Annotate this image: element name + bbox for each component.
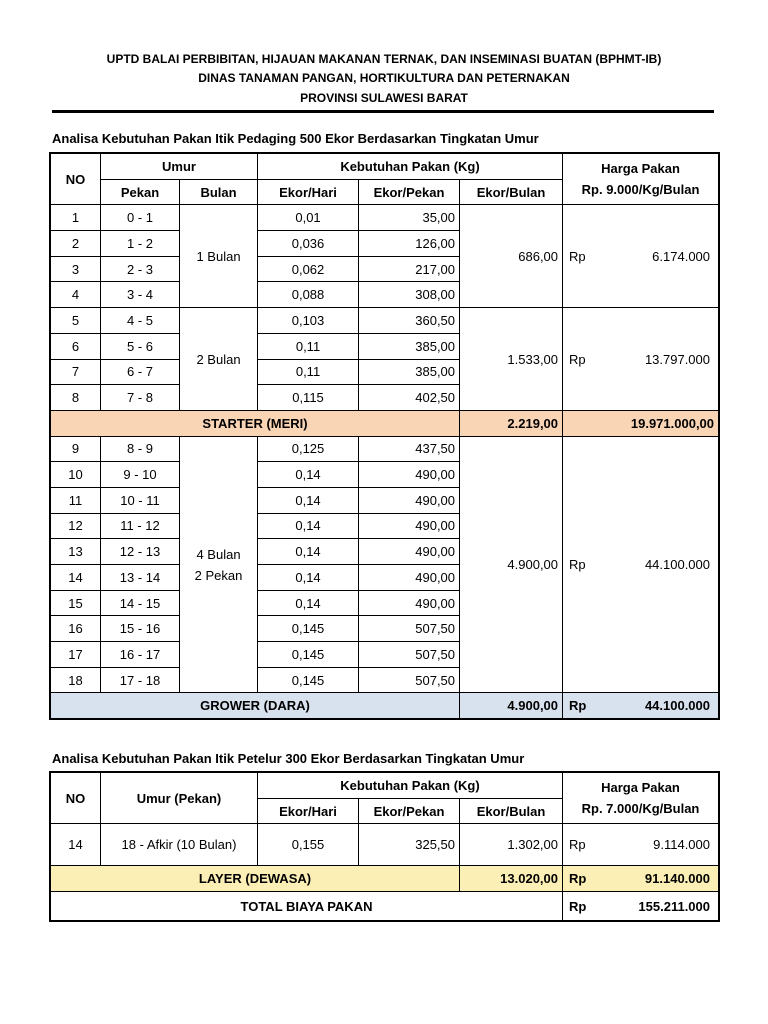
cell-ekor-bulan: 1.302,00: [460, 824, 563, 866]
cell-ekor-pekan: 325,50: [359, 824, 460, 866]
cell-ekor-hari: 0,14: [258, 513, 359, 539]
cell-ekor-hari: 0,01: [258, 205, 359, 231]
cell-ekor-hari: 0,062: [258, 256, 359, 282]
table1-header-row: [51, 154, 719, 180]
cell-ekor-pekan: 490,00: [359, 487, 460, 513]
cell-ekor-hari: 0,145: [258, 642, 359, 668]
cell-no: 13: [51, 539, 101, 565]
cell-ekor-hari: 0,14: [258, 539, 359, 565]
cell-no: 6: [51, 333, 101, 359]
cell-no: 7: [51, 359, 101, 385]
table-pedaging: [50, 153, 719, 719]
header-divider: [52, 110, 714, 113]
cell-bulan: 2 Bulan: [180, 308, 258, 411]
cell-pekan: 16 - 17: [101, 642, 180, 668]
cell-no: 14: [51, 824, 101, 866]
cell-ekor-pekan: 507,50: [359, 642, 460, 668]
cell-pekan: 9 - 10: [101, 462, 180, 488]
cell-harga: Rp 9.114.000: [563, 824, 719, 866]
header-line-3: PROVINSI SULAWESI BARAT: [300, 91, 468, 105]
cell-ekor-pekan: 490,00: [359, 513, 460, 539]
cell-no: 9: [51, 436, 101, 462]
table-petelur: [50, 772, 719, 921]
cell-ekor-pekan: 126,00: [359, 231, 460, 257]
cell-pekan: 0 - 1: [101, 205, 180, 231]
cell-ekor-pekan: 437,50: [359, 436, 460, 462]
starter-harga: 19.971.000,00: [563, 410, 719, 436]
table1-title: Analisa Kebutuhan Pakan Itik Pedaging 500 Ekor Berdasarkan Tingkatan Umur: [52, 131, 539, 146]
layer-harga: Rp 91.140.000: [563, 866, 719, 892]
cell-ekor-hari: 0,115: [258, 385, 359, 411]
col-harga: Harga Pakan Rp. 9.000/Kg/Bulan: [563, 154, 719, 205]
cell-ekor-hari: 0,125: [258, 436, 359, 462]
cell-umur: 18 - Afkir (10 Bulan): [101, 824, 258, 866]
cell-no: 5: [51, 308, 101, 334]
cell-ekor-pekan: 217,00: [359, 256, 460, 282]
cell-ekor-pekan: 507,50: [359, 616, 460, 642]
cell-no: 1: [51, 205, 101, 231]
cell-pekan: 3 - 4: [101, 282, 180, 308]
cell-ekor-pekan: 35,00: [359, 205, 460, 231]
cell-ekor-hari: 0,155: [258, 824, 359, 866]
cell-no: 17: [51, 642, 101, 668]
layer-label: LAYER (DEWASA): [51, 866, 460, 892]
header-line-1: UPTD BALAI PERBIBITAN, HIJAUAN MAKANAN TERNAK, DAN INSEMINASI BUATAN (BPHMT-IB): [106, 52, 662, 66]
col-umur-pekan: Umur (Pekan): [101, 773, 258, 824]
grower-label: GROWER (DARA): [51, 693, 460, 719]
cell-no: 4: [51, 282, 101, 308]
cell-ekor-pekan: 490,00: [359, 462, 460, 488]
cell-bulan: 4 Bulan 2 Pekan: [180, 436, 258, 693]
col-ekor-pekan: Ekor/Pekan: [359, 179, 460, 205]
cell-ekor-pekan: 308,00: [359, 282, 460, 308]
cell-pekan: 15 - 16: [101, 616, 180, 642]
cell-no: 11: [51, 487, 101, 513]
cell-pekan: 1 - 2: [101, 231, 180, 257]
cell-pekan: 10 - 11: [101, 487, 180, 513]
cell-no: 18: [51, 667, 101, 693]
cell-pekan: 8 - 9: [101, 436, 180, 462]
cell-pekan: 12 - 13: [101, 539, 180, 565]
cell-harga: Rp 44.100.000: [563, 436, 719, 693]
cell-pekan: 17 - 18: [101, 667, 180, 693]
cell-ekor-hari: 0,088: [258, 282, 359, 308]
total-label: TOTAL BIAYA PAKAN: [51, 892, 563, 921]
col-kebutuhan: Kebutuhan Pakan (Kg): [258, 773, 563, 799]
cell-ekor-bulan: 686,00: [460, 205, 563, 308]
cell-pekan: 13 - 14: [101, 565, 180, 591]
starter-label: STARTER (MERI): [51, 410, 460, 436]
header-line-2: DINAS TANAMAN PANGAN, HORTIKULTURA DAN PETERNAKAN: [198, 71, 570, 85]
cell-pekan: 4 - 5: [101, 308, 180, 334]
col-pekan: Pekan: [101, 179, 180, 205]
cell-ekor-pekan: 507,50: [359, 667, 460, 693]
cell-no: 2: [51, 231, 101, 257]
grower-summary-row: [51, 693, 719, 719]
total-row: [51, 892, 719, 921]
table-row: [51, 436, 719, 462]
table2-title: Analisa Kebutuhan Pakan Itik Petelur 300 Ekor Berdasarkan Tingkatan Umur: [52, 751, 525, 766]
table-row: [51, 205, 719, 231]
cell-pekan: 2 - 3: [101, 256, 180, 282]
col-ekor-bulan: Ekor/Bulan: [460, 179, 563, 205]
cell-no: 12: [51, 513, 101, 539]
cell-ekor-hari: 0,11: [258, 359, 359, 385]
cell-ekor-hari: 0,11: [258, 333, 359, 359]
cell-ekor-pekan: 490,00: [359, 539, 460, 565]
cell-no: 16: [51, 616, 101, 642]
cell-ekor-hari: 0,14: [258, 462, 359, 488]
starter-ekor-bulan: 2.219,00: [460, 410, 563, 436]
col-no: NO: [51, 154, 101, 205]
col-umur: Umur: [101, 154, 258, 180]
cell-harga: Rp 6.174.000: [563, 205, 719, 308]
cell-no: 14: [51, 565, 101, 591]
cell-no: 3: [51, 256, 101, 282]
cell-ekor-bulan: 4.900,00: [460, 436, 563, 693]
cell-bulan: 1 Bulan: [180, 205, 258, 308]
col-bulan: Bulan: [180, 179, 258, 205]
cell-ekor-hari: 0,036: [258, 231, 359, 257]
cell-ekor-pekan: 490,00: [359, 590, 460, 616]
cell-harga: Rp 13.797.000: [563, 308, 719, 411]
cell-pekan: 7 - 8: [101, 385, 180, 411]
col-ekor-hari: Ekor/Hari: [258, 179, 359, 205]
cell-ekor-pekan: 402,50: [359, 385, 460, 411]
grower-harga: Rp 44.100.000: [563, 693, 719, 719]
cell-ekor-pekan: 490,00: [359, 565, 460, 591]
starter-summary-row: [51, 410, 719, 436]
table-row: [51, 824, 719, 866]
cell-pekan: 14 - 15: [101, 590, 180, 616]
col-kebutuhan: Kebutuhan Pakan (Kg): [258, 154, 563, 180]
cell-ekor-pekan: 385,00: [359, 333, 460, 359]
table-row: [51, 308, 719, 334]
cell-pekan: 11 - 12: [101, 513, 180, 539]
cell-no: 8: [51, 385, 101, 411]
col-harga: Harga Pakan Rp. 7.000/Kg/Bulan: [563, 773, 719, 824]
total-harga: Rp 155.211.000: [563, 892, 719, 921]
cell-no: 15: [51, 590, 101, 616]
cell-ekor-hari: 0,14: [258, 590, 359, 616]
cell-ekor-pekan: 360,50: [359, 308, 460, 334]
cell-ekor-hari: 0,103: [258, 308, 359, 334]
layer-ekor-bulan: 13.020,00: [460, 866, 563, 892]
cell-ekor-hari: 0,14: [258, 487, 359, 513]
layer-summary-row: [51, 866, 719, 892]
col-ekor-bulan: Ekor/Bulan: [460, 798, 563, 824]
table2-header-row: [51, 773, 719, 799]
cell-pekan: 6 - 7: [101, 359, 180, 385]
cell-ekor-hari: 0,14: [258, 565, 359, 591]
col-no: NO: [51, 773, 101, 824]
grower-ekor-bulan: 4.900,00: [460, 693, 563, 719]
cell-no: 10: [51, 462, 101, 488]
col-ekor-hari: Ekor/Hari: [258, 798, 359, 824]
cell-ekor-pekan: 385,00: [359, 359, 460, 385]
cell-pekan: 5 - 6: [101, 333, 180, 359]
col-ekor-pekan: Ekor/Pekan: [359, 798, 460, 824]
cell-ekor-hari: 0,145: [258, 616, 359, 642]
cell-ekor-bulan: 1.533,00: [460, 308, 563, 411]
cell-ekor-hari: 0,145: [258, 667, 359, 693]
